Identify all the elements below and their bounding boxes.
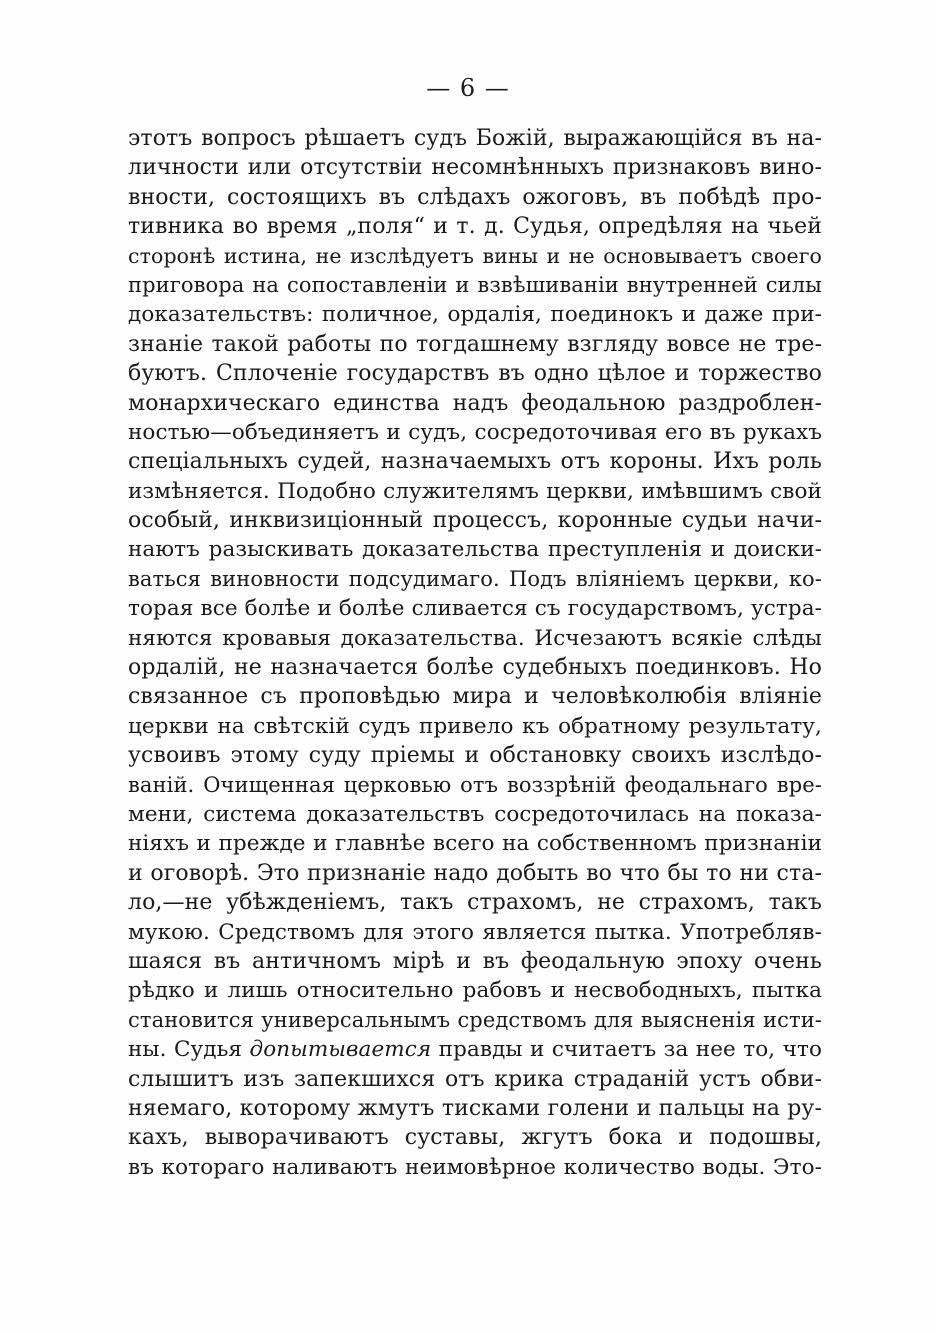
text-line: мени, система доказательствъ сосредоточилась на показа-	[128, 801, 822, 827]
text-line: ордалій, не назначается болѣе судебныхъ поединковъ. Но	[128, 655, 822, 681]
text-line: шаяся въ античномъ мірѣ и въ феодальную эпоху очень	[128, 948, 822, 974]
italic-word: допытывается	[249, 1037, 432, 1063]
text-line: доказательствъ: поличное, ордалія, поединокъ и даже при-	[128, 302, 822, 328]
text-line: слышитъ изъ запекшихся отъ крика страданій устъ обви-	[128, 1066, 822, 1092]
page-number: — 6 —	[426, 74, 510, 102]
text-line: церкви на свѣтскій судъ привело къ обратному результату,	[128, 713, 822, 739]
text-line: этотъ вопросъ рѣшаетъ судъ Божій, выражающійся въ на-	[128, 126, 822, 151]
text-line: кахъ, выворачиваютъ суставы, жгутъ бока и подошвы,	[128, 1125, 822, 1151]
text-line: особый, инквизиціонный процессъ, коронные судьи начи-	[128, 508, 822, 534]
text-line: тивника во время „поля“ и т. д. Судья, опредѣляя на чьей	[128, 214, 822, 240]
text-line: наютъ разыскивать доказательства преступленія и доиски-	[128, 537, 822, 563]
text-line: личности или отсутствіи несомнѣнныхъ признаковъ вино-	[128, 155, 822, 181]
text-line: торая все болѣе и болѣе сливается съ государствомъ, устра-	[128, 596, 822, 622]
text-line: вности, состоящихъ въ слѣдахъ ожоговъ, въ побѣдѣ про-	[128, 184, 822, 210]
text-line: ностью—объединяетъ и судъ, сосредоточивая его въ рукахъ	[128, 419, 822, 445]
text-line: спеціальныхъ судей, назначаемыхъ отъ короны. Ихъ роль	[128, 449, 822, 475]
text-line: ваній. Очищенная церковью отъ воззрѣній феодальнаго вре-	[128, 772, 822, 797]
text-line: въ котораго наливаютъ неимовѣрное количество воды. Это-	[128, 1154, 822, 1180]
text-line: рѣдко и лишь относительно рабовъ и несвободныхъ, пытка	[128, 978, 822, 1004]
text-segment: правды и считаетъ за нее то, что	[431, 1037, 822, 1063]
text-line: ваться виновности подсудимаго. Подъ вліяніемъ церкви, ко-	[128, 566, 822, 591]
text-line-with-italic	[128, 1035, 822, 1064]
text-line: ло,—не убѣжденіемъ, такъ страхомъ, не страхомъ, такъ	[128, 890, 822, 916]
text-line: мукою. Средствомъ для этого является пытка. Употребляв-	[128, 919, 822, 945]
text-segment: ны. Судья	[128, 1037, 250, 1063]
text-line: связанное съ проповѣдью мира и человѣколюбія вліяніе	[128, 684, 822, 710]
text-line: и оговорѣ. Это признаніе надо добыть во что бы то ни ста-	[128, 860, 822, 886]
text-line: усвоивъ этому суду пріемы и обстановку своихъ изслѣдо-	[128, 743, 822, 769]
body-text	[128, 124, 822, 1182]
text-line: знаніе такой работы по тогдашнему взгляду вовсе не тре-	[128, 331, 822, 357]
text-line: няются кровавыя доказательства. Исчезаютъ всякіе слѣды	[128, 625, 822, 651]
text-line: приговора на сопоставленіи и взвѣшиваніи внутренней силы	[128, 272, 822, 297]
text-line: сторонѣ истина, не изслѣдуетъ вины и не основываетъ своего	[128, 243, 822, 268]
text-line: ніяхъ и прежде и главнѣе всего на собственномъ признаніи	[128, 831, 822, 857]
text-line: буютъ. Сплоченіе государствъ въ одно цѣлое и торжество	[128, 361, 822, 387]
text-line: монархическаго единства надъ феодальною раздроблен-	[128, 390, 822, 416]
text-line: няемаго, которому жмутъ тисками голени и пальцы на ру-	[128, 1095, 822, 1121]
text-line: измѣняется. Подобно служителямъ церкви, имѣвшимъ свой	[128, 478, 822, 504]
text-line: становится универсальнымъ средствомъ для выясненія исти-	[128, 1007, 822, 1032]
